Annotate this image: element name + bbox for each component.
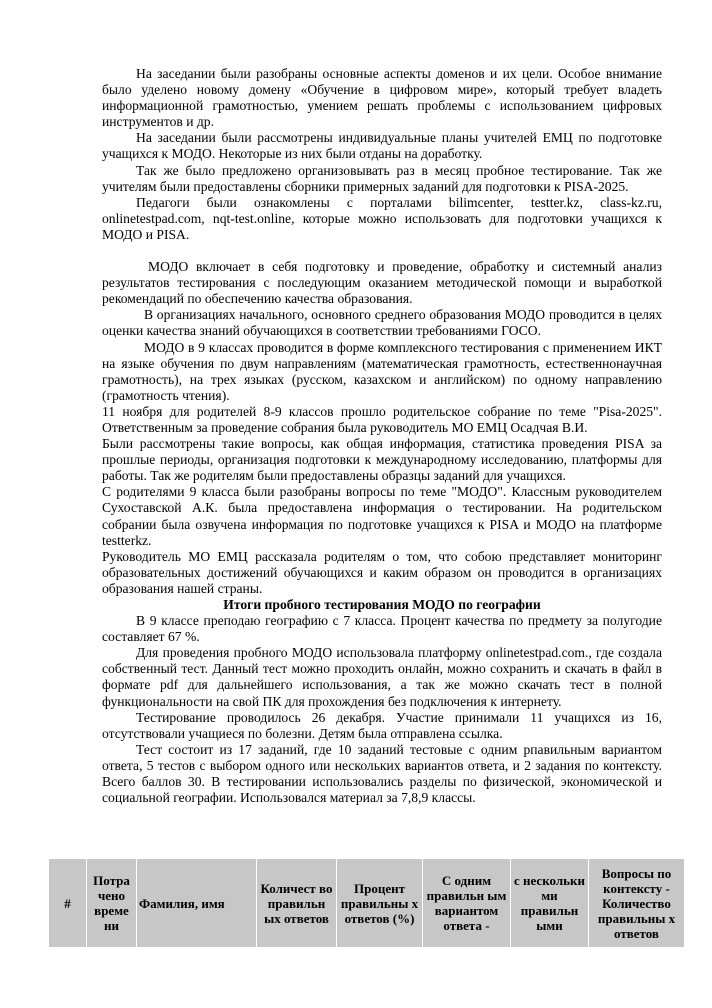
table-header-row [49, 859, 685, 948]
section-paragraph: Для проведения пробного МОДО использовала платформу onlinetestpad.com., где создала собственный тест. Данный тест можно проходить онлайн, можно сохранить и скачать в файл в формате pdf для дальнейшего использования, а так же можно скачать тест в полной функциональности на свой ПК для прохождения без подключения к интернету. [102, 645, 662, 709]
paragraph: Руководитель МО ЕМЦ рассказала родителям о том, что собою представляет мониторинг образовательных достижений обучающихся и каким образом он проводится в организациях образования нашей страны. [102, 548, 662, 596]
paragraph: В организациях начального, основного среднего образования МОДО проводится в целях оценки качества знаний обучающихся в соответствии требованиями ГОСО. [102, 307, 662, 339]
column-header-time-spent: Потра чено време ни [87, 859, 137, 948]
column-header-multiple-answers: с нескольки ми правильн ыми [511, 859, 589, 948]
paragraph: На заседании были рассмотрены индивидуальные планы учителей ЕМЦ по подготовке учащихся к МОДО. Некоторые из них были отданы на доработку. [102, 130, 662, 162]
section-paragraph: В 9 классе преподаю географию с 7 класса. Процент качества по предмету за полугодие составляет 67 %. [102, 613, 662, 645]
section-paragraph: Тестирование проводилось 26 декабря. Участие принимали 11 учащихся из 16, отсутствовали учащиеся по болезни. Детям была отправлена ссылка. [102, 709, 662, 741]
section-paragraph: Тест состоит из 17 заданий, где 10 заданий тестовые с одним рпавильным вариантом ответа, 5 тестов с выбором одного или нескольких вариантов ответа, и 2 задания по контексту. Всего баллов 30. В тестировании использовались разделы по физической, экономической и социальной географии. Использовался материал за 7,8,9 классы. [102, 741, 662, 806]
column-header-context-questions: Вопросы по контексту - Количество правильны х ответов [589, 859, 685, 948]
column-header-correct-percent: Процент правильны х ответов (%) [337, 859, 423, 948]
column-header-name: Фамилия, имя [137, 859, 257, 948]
paragraph: Так же было предложено организовывать раз в месяц пробное тестирование. Так же учителям были предоставлены сборники примерных заданий для подготовки к PISA-2025. [102, 162, 662, 194]
document-body [102, 66, 662, 806]
column-header-single-answer: С одним правильн ым вариантом ответа - [423, 859, 511, 948]
paragraph: Педагоги были ознакомлены с порталами bilimcenter, testter.kz, class-kz.ru, onlinetestpad.com, nqt-test.online, которые можно использовать для подготовки учащихся к МОДО и PISA. [102, 194, 662, 242]
paragraph: 11 ноября для родителей 8-9 классов прошло родительское собрание по теме "Pisa-2025". Ответственным за проведение собрания была руководитель МО ЕМЦ Осадчая В.И. [102, 403, 662, 435]
column-header-number: # [49, 859, 87, 948]
paragraph: Были рассмотрены такие вопросы, как общая информация, статистика проведения PISA за прошлые периоды, организация подготовки к международному исследованию, платформы для работы. Так же родителям были предоставлены образцы заданий для учащихся. [102, 436, 662, 484]
paragraph: С родителями 9 класса были разобраны вопросы по теме "МОДО". Классным руководителем Сухоставской А.К. была предоставлена информация о тестировании. На родительском собрании была озвучена информация по подготовке учащихся к PISA и МОДО на платформе testterkz. [102, 484, 662, 548]
results-table [48, 858, 685, 948]
column-header-correct-count: Количест во правильн ых ответов [257, 859, 337, 948]
paragraph-gap [102, 243, 662, 259]
paragraph: На заседании были разобраны основные аспекты доменов и их цели. Особое внимание было уделено новому домену «Обучение в цифровом мире», который требует владеть информационной грамотностью, умением решать проблемы с использованием цифровых инструментов и др. [102, 66, 662, 130]
section-title: Итоги пробного тестирования МОДО по географии [223, 597, 541, 612]
paragraph: МОДО включает в себя подготовку и проведение, обработку и системный анализ результатов тестирования с последующим оказанием методической помощи и выработкой рекомендаций по обеспечению качества образования. [102, 259, 662, 307]
paragraph: МОДО в 9 классах проводится в форме комплексного тестирования с применением ИКТ на языке обучения по двум направлениям (математическая грамотность, естественнонаучная грамотность), на трех языках (русском, казахском и английском) по одному направлению (грамотность чтения). [102, 339, 662, 403]
